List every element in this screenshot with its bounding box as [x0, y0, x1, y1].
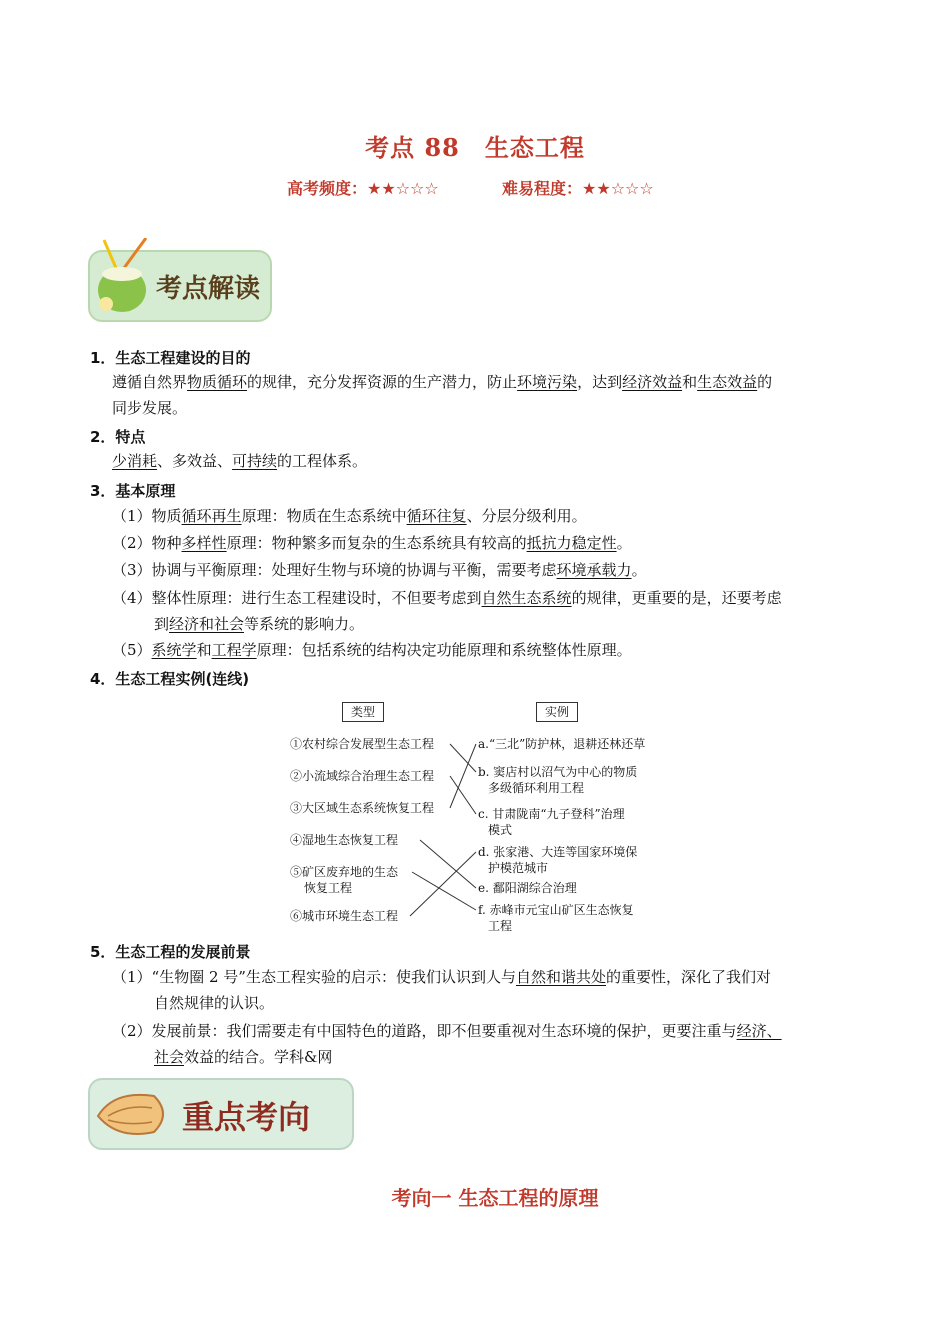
match-line-4-e	[420, 840, 476, 888]
type-column-label: 类型	[342, 702, 384, 722]
subsection-title: 考向一 生态工程的原理	[391, 1186, 599, 1210]
type-5-cont: 恢复工程	[304, 881, 353, 895]
example-d: d. 张家港、大连等国家环境保	[478, 845, 638, 859]
type-2: ②小流域综合治理生态工程	[290, 769, 435, 783]
principle-4: （4）整体性原理：进行生态工程建设时，不但要考虑到自然生态系统的规律，更重要的是，还要考虑 到经济和社会等系统的影响力。	[112, 589, 782, 633]
example-f: f. 赤峰市元宝山矿区生态恢复	[478, 903, 634, 917]
prospect-2: （2）发展前景：我们需要走有中国特色的道路，即不但要重视对生态环境的保护，更要注重与经济、 社会效益的结合。学科&网	[112, 1022, 782, 1066]
matching-diagram	[280, 696, 680, 936]
banner-focus-label: 重点考向	[182, 1098, 311, 1136]
type-1: ①农村综合发展型生态工程	[290, 737, 435, 751]
section-banner-focus	[88, 1078, 354, 1150]
principle-2: （2）物种多样性原理：物种繁多而复杂的生态系统具有较高的抵抗力稳定性。	[112, 534, 632, 552]
section-4-title: 4．生态工程实例(连线)	[90, 670, 250, 688]
section-5-title: 5．生态工程的发展前景	[90, 943, 251, 961]
example-c: c. 甘肃陇南“九子登科”治理	[478, 807, 625, 821]
exam-frequency: 高考频度：★★☆☆☆	[287, 179, 439, 198]
example-f-cont: 工程	[488, 919, 513, 933]
example-column-label: 实例	[536, 702, 578, 722]
principle-5: （5）系统学和工程学原理：包括系统的结构决定功能原理和系统整体性原理。	[112, 641, 632, 659]
example-d-cont: 护模范城市	[488, 861, 549, 875]
prospect-1: （1）“生物圈 2 号”生态工程实验的启示：使我们认识到人与自然和谐共处的重要性，深化了我们对 自然规律的认识。	[112, 968, 771, 1012]
banner-analysis-label: 考点解读	[156, 274, 261, 304]
section-banner-analysis	[88, 250, 272, 322]
section-3-title: 3．基本原理	[90, 482, 176, 500]
matching-lines	[280, 696, 680, 936]
example-b-cont: 多级循环利用工程	[488, 781, 585, 795]
match-line-6-d	[410, 852, 476, 916]
principle-3: （3）协调与平衡原理：处理好生物与环境的协调与平衡，需要考虑环境承载力。	[112, 561, 647, 579]
example-b: b. 窦店村以沼气为中心的物质	[478, 765, 638, 779]
example-a: a.“三北”防护林，退耕还林还草	[478, 737, 646, 751]
difficulty-level: 难易程度：★★☆☆☆	[502, 179, 654, 198]
coconut-icon	[94, 238, 154, 318]
example-e: e. 鄱阳湖综合治理	[478, 881, 577, 895]
example-c-cont: 模式	[488, 823, 513, 837]
match-line-1-b	[450, 744, 476, 772]
principle-1: （1）物质循环再生原理：物质在生态系统中循环往复、分层分级利用。	[112, 507, 587, 525]
section-1-body: 遵循自然界物质循环的规律，充分发挥资源的生产潜力，防止环境污染，达到经济效益和生态效益的 同步发展。	[112, 373, 773, 417]
type-6: ⑥城市环境生态工程	[290, 909, 399, 923]
match-line-2-c	[450, 776, 476, 814]
section-2-title: 2．特点	[90, 428, 146, 446]
page-title: 考点 88 生态工程	[365, 133, 585, 162]
type-4: ④湿地生态恢复工程	[290, 833, 399, 847]
section-2-body: 少消耗、多效益、可持续的工程体系。	[112, 452, 368, 470]
section-1-title: 1．生态工程建设的目的	[90, 349, 251, 367]
seashell-icon	[94, 1086, 174, 1142]
match-line-3-a	[450, 744, 476, 808]
type-5: ⑤矿区废弃地的生态	[290, 865, 399, 879]
type-3: ③大区域生态系统恢复工程	[290, 801, 435, 815]
